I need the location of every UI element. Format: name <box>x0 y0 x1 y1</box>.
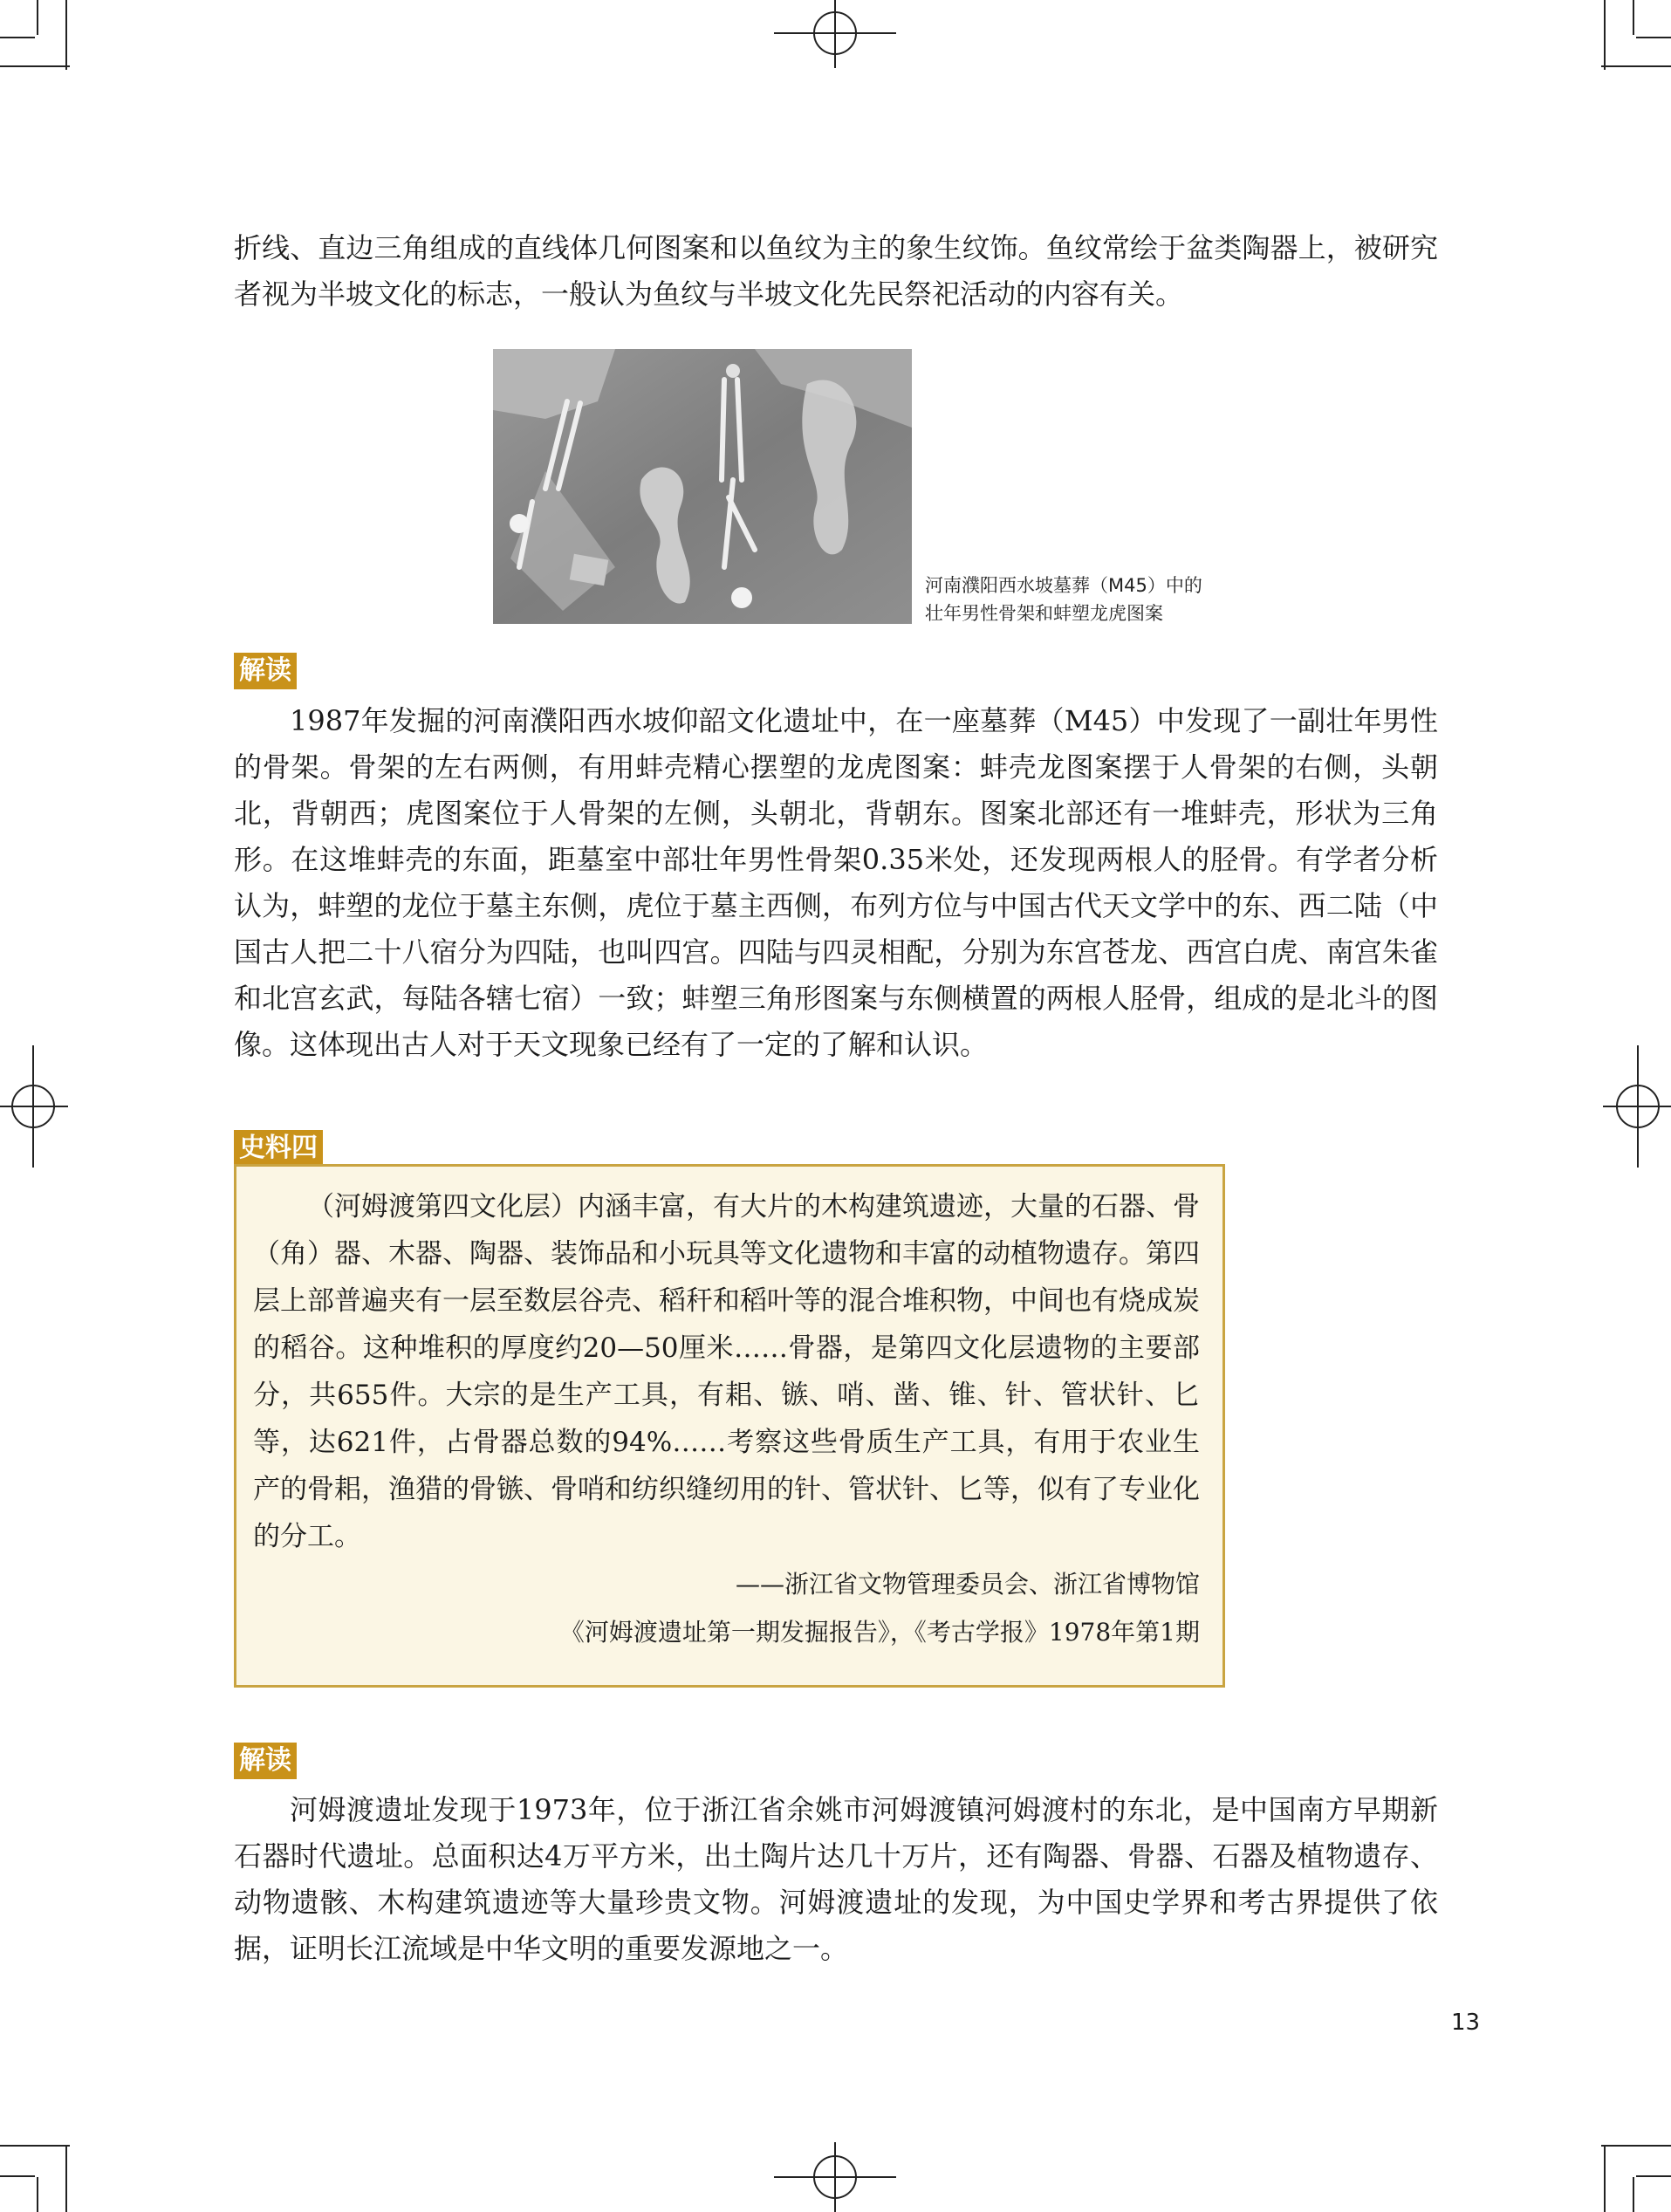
crop-mark <box>1633 0 1634 35</box>
crop-mark <box>0 65 70 67</box>
reading-paragraph-1 <box>234 698 1438 1068</box>
registration-mark-bottom <box>765 2142 905 2212</box>
crop-mark <box>1604 2145 1606 2212</box>
page-number: 13 <box>1451 2010 1481 2036</box>
caption-line-2: 壮年男性骨架和蚌塑龙虎图案 <box>925 603 1163 624</box>
crop-mark <box>65 0 67 70</box>
crop-mark <box>37 0 38 35</box>
source-tag: 史料四 <box>234 1130 323 1167</box>
source-publication: 《河姆渡遗址第一期发掘报告》，《考古学报》1978年第1期 <box>559 1618 1200 1647</box>
crop-mark <box>0 2175 35 2177</box>
figure-caption <box>925 572 1202 627</box>
intro-text: 折线、直边三角组成的直线体几何图案和以鱼纹为主的象生纹饰。鱼纹常绘于盆类陶器上，被研究者视为半坡文化的标志，一般认为鱼纹与半坡文化先民祭祀活动的内容有关。 <box>234 231 1438 311</box>
crop-mark <box>1601 65 1671 67</box>
reading-tag: 解读 <box>234 653 297 689</box>
registration-mark-right <box>1601 1037 1671 1176</box>
crop-mark <box>37 2177 38 2212</box>
crop-mark <box>1636 2175 1671 2177</box>
reading-1-text: 1987年发掘的河南濮阳西水坡仰韶文化遗址中，在一座墓葬（M45）中发现了一副壮年男性的骨架。骨架的左右两侧，有用蚌壳精心摆塑的龙虎图案：蚌壳龙图案摆于人骨架的右侧，头朝北，背朝西；虎图案位于人骨架的左侧，头朝北，背朝东。图案北部还有一堆蚌壳，形状为三角形。在这堆蚌壳的东面，距墓室中部壮年男性骨架0.35米处，还发现两根人的胫骨。有学者分析认为，蚌塑的龙位于墓主东侧，虎位于墓主西侧，布列方位与中国古代天文学中的东、西二陆（中国古人把二十八宿分为四陆，也叫四宫。四陆与四灵相配，分别为东宫苍龙、西宫白虎、南宫朱雀和北宫玄武，每陆各辖七宿）一致；蚌塑三角形图案与东侧横置的两根人胫骨，组成的是北斗的图像。这体现出古人对于天文现象已经有了一定的了解和认识。 <box>234 704 1438 1061</box>
crop-mark <box>1636 37 1671 38</box>
crop-mark <box>65 2145 67 2212</box>
crop-mark <box>0 37 35 38</box>
source-4-text: （河姆渡第四文化层）内涵丰富，有大片的木构建筑遗迹，大量的石器、骨（角）器、木器、陶器、装饰品和小玩具等文化遗物和丰富的动植物遗存。第四层上部普遍夹有一层至数层谷壳、稻秆和稻叶等的混合堆积物，中间也有烧成炭的稻谷。这种堆积的厚度约20—50厘米……骨器，是第四文化层遗物的主要部分，共655件。大宗的是生产工具，有耜、镞、哨、凿、锥、针、管状针、匕等，达621件，占骨器总数的94%……考察这些骨质生产工具，有用于农业生产的骨耜，渔猎的骨镞、骨哨和纺织缝纫用的针、管状针、匕等，似有了专业化的分工。 <box>253 1191 1200 1552</box>
reading-tag: 解读 <box>234 1743 297 1779</box>
registration-mark-top <box>765 0 905 70</box>
excavation-photo <box>493 349 912 624</box>
caption-line-1: 河南濮阳西水坡墓葬（M45）中的 <box>925 575 1202 596</box>
crop-mark <box>1604 0 1606 70</box>
crop-mark <box>1601 2145 1671 2147</box>
crop-mark <box>1633 2177 1634 2212</box>
reading-2-text: 河姆渡遗址发现于1973年，位于浙江省余姚市河姆渡镇河姆渡村的东北，是中国南方早期新石器时代遗址。总面积达4万平方米，出土陶片达几十万片，还有陶器、骨器、石器及植物遗存、动物遗骸、木构建筑遗迹等大量珍贵文物。河姆渡遗址的发现，为中国史学界和考古界提供了依据，证明长江流域是中华文明的重要发源地之一。 <box>234 1793 1438 1965</box>
reading-paragraph-2 <box>234 1787 1438 1972</box>
source-content <box>253 1183 1200 1656</box>
source-author: ——浙江省文物管理委员会、浙江省博物馆 <box>735 1570 1200 1599</box>
intro-paragraph <box>234 225 1438 318</box>
registration-mark-left <box>0 1037 70 1176</box>
crop-mark <box>0 2145 70 2147</box>
